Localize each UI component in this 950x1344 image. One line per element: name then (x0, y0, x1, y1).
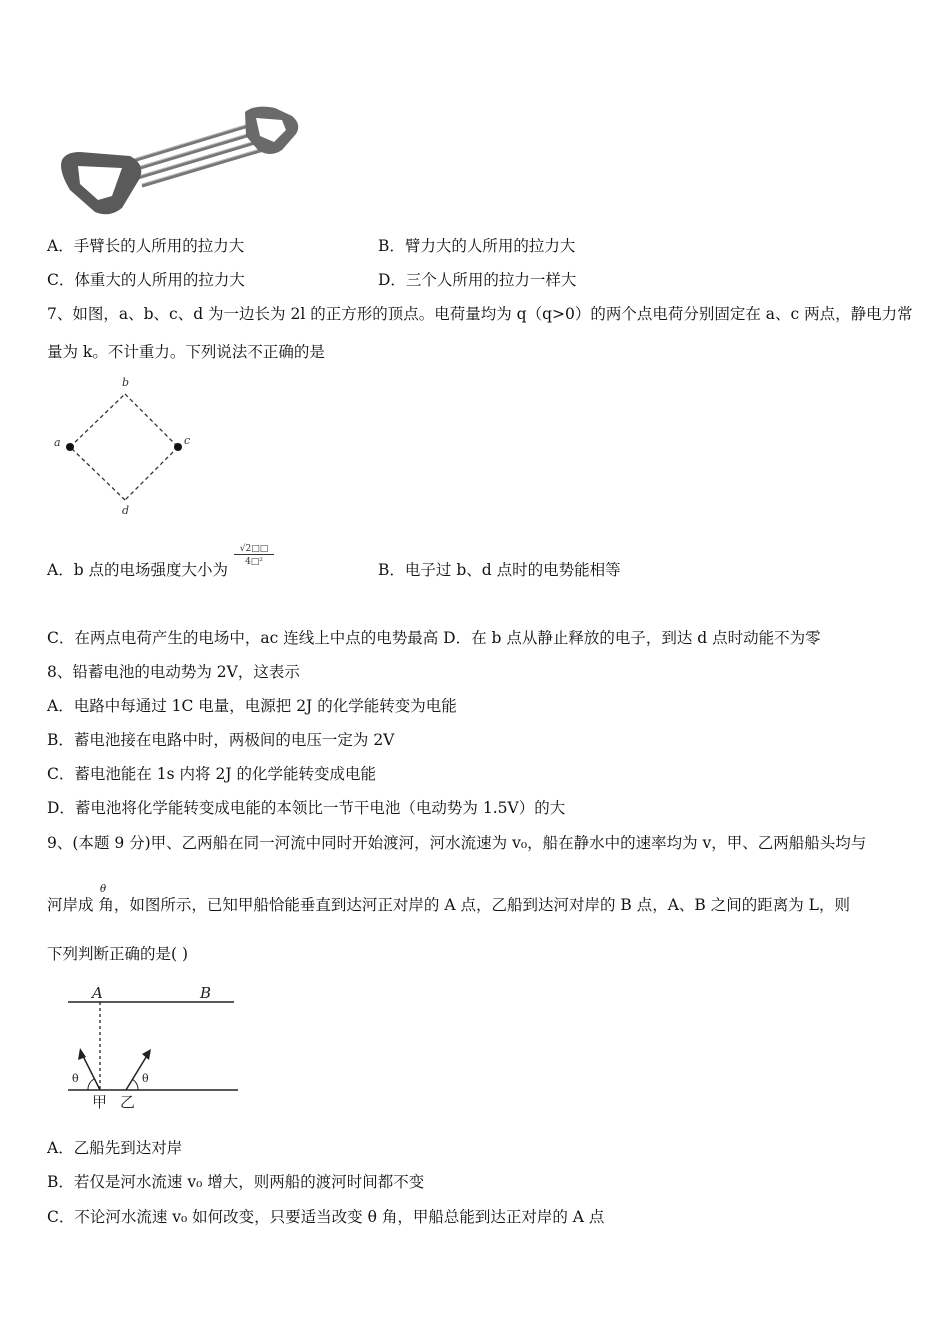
q8-stem: 8、铅蓄电池的电动势为 2V，这表示 (47, 663, 300, 681)
q6-option-a: A．手臂长的人所用的拉力大 (47, 237, 245, 255)
theta-label-2: θ (142, 1072, 149, 1085)
square-charges-diagram (48, 372, 198, 517)
label-c: c (184, 434, 191, 447)
q8-option-b: B．蓄电池接在电路中时，两极间的电压一定为 2V (47, 731, 395, 749)
theta-label-1: θ (72, 1072, 79, 1085)
point-A-label: A (92, 984, 103, 1002)
label-b: b (122, 376, 130, 389)
q9-option-a: A．乙船先到达对岸 (47, 1139, 183, 1157)
q9-option-c: C．不论河水流速 v₀ 如何改变，只要适当改变 θ 角，甲船总能到达正对岸的 A 点 (47, 1208, 605, 1226)
q6-option-b: B．臂力大的人所用的拉力大 (378, 237, 576, 255)
q9-theta-small: θ (100, 884, 107, 895)
q7-option-a: A．b 点的电场强度大小为 (47, 561, 229, 579)
chest-expander-image (50, 100, 310, 220)
q8-option-d: D．蓄电池将化学能转变成电能的本领比一节干电池（电动势为 1.5V）的大 (47, 799, 566, 817)
q6-option-c: C．体重大的人所用的拉力大 (47, 271, 245, 289)
q7-option-a-denominator: 4□² (245, 557, 263, 567)
q9-option-b: B．若仅是河水流速 v₀ 增大，则两船的渡河时间都不变 (47, 1173, 425, 1191)
q7-option-cd: C．在两点电荷产生的电场中，ac 连线上中点的电势最高 D．在 b 点从静止释放的电子，到达 d 点时动能不为零 (47, 629, 821, 647)
q9-stem-line1: 9、(本题 9 分)甲、乙两船在同一河流中同时开始渡河，河水流速为 v₀，船在静水中的速率均为 v，甲、乙两船船头均与 (47, 834, 867, 852)
q7-stem-line1: 7、如图，a、b、c、d 为一边长为 2l 的正方形的顶点。电荷量均为 q（q>0）的两个点电荷分别固定在 a、c 两点，静电力常 (47, 305, 913, 323)
q7-stem-line2: 量为 k。不计重力。下列说法不正确的是 (47, 343, 325, 361)
q8-option-c: C．蓄电池能在 1s 内将 2J 的化学能转变成电能 (47, 765, 376, 783)
point-B-label: B (200, 984, 212, 1002)
q9-stem-line2: 河岸成 角，如图所示，已知甲船恰能垂直到达河正对岸的 A 点，乙船到达河对岸的 B 点，A、B 之间的距离为 L，则 (47, 896, 850, 914)
q7-option-b: B．电子过 b、d 点时的电势能相等 (378, 561, 621, 579)
boat-yi-label: 乙 (120, 1093, 136, 1111)
q8-option-a: A．电路中每通过 1C 电量，电源把 2J 的化学能转变为电能 (47, 697, 457, 715)
label-d: d (122, 504, 130, 517)
boat-jia-label: 甲 (92, 1093, 108, 1111)
river-boats-diagram (62, 982, 242, 1112)
q6-option-d: D．三个人所用的拉力一样大 (378, 271, 577, 289)
q7-option-a-numerator: √2□□ (234, 544, 274, 555)
q9-stem-line3: 下列判断正确的是( ) (47, 945, 189, 963)
label-a: a (54, 436, 61, 449)
